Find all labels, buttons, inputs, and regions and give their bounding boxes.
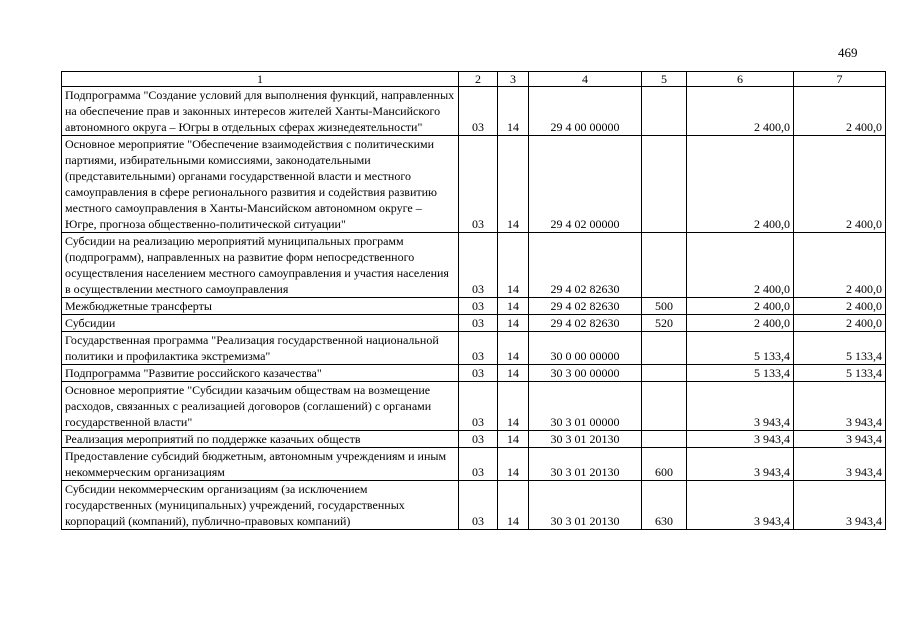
row-sum-col6-cell: 3 943,4 (687, 431, 794, 448)
row-target-code-cell: 29 4 02 82630 (529, 315, 642, 332)
row-section-cell: 03 (459, 448, 498, 481)
row-section-cell: 03 (459, 382, 498, 431)
header-cell-6: 6 (687, 72, 794, 87)
row-subsection-cell: 14 (498, 332, 529, 365)
row-sum-col7-cell: 2 400,0 (794, 233, 886, 298)
row-subsection-cell: 14 (498, 382, 529, 431)
row-sum-col6-cell: 2 400,0 (687, 136, 794, 233)
row-expense-type-cell: 630 (642, 481, 687, 530)
row-sum-col7-cell: 2 400,0 (794, 87, 886, 136)
row-expense-type-cell (642, 332, 687, 365)
row-name-cell: Предоставление субсидий бюджетным, автономным учреждениям и иным некоммерческим организациям (62, 448, 459, 481)
row-sum-col6-cell: 3 943,4 (687, 448, 794, 481)
row-section-cell: 03 (459, 136, 498, 233)
row-name-cell: Межбюджетные трансферты (62, 298, 459, 315)
page-number: 469 (838, 45, 858, 60)
row-subsection-cell: 14 (498, 365, 529, 382)
header-cell-7: 7 (794, 72, 886, 87)
row-target-code-cell: 30 3 00 00000 (529, 365, 642, 382)
row-name-cell: Субсидии некоммерческим организациям (за исключением государственных (муниципальных) учреждений, государственных корпораций (компаний), публично-правовых компаний) (62, 481, 459, 530)
row-target-code-cell: 29 4 02 00000 (529, 136, 642, 233)
row-expense-type-cell: 500 (642, 298, 687, 315)
row-expense-type-cell (642, 382, 687, 431)
header-cell-1: 1 (62, 72, 459, 87)
table-row (62, 315, 886, 332)
table-row (62, 481, 886, 530)
row-sum-col6-cell: 2 400,0 (687, 233, 794, 298)
table-row (62, 365, 886, 382)
row-name-cell: Государственная программа "Реализация государственной национальной политики и профилактика экстремизма" (62, 332, 459, 365)
row-subsection-cell: 14 (498, 136, 529, 233)
row-subsection-cell: 14 (498, 431, 529, 448)
table-row (62, 233, 886, 298)
row-sum-col7-cell: 3 943,4 (794, 382, 886, 431)
row-sum-col6-cell: 2 400,0 (687, 87, 794, 136)
row-name-cell: Субсидии (62, 315, 459, 332)
row-name-cell: Подпрограмма "Развитие российского казачества" (62, 365, 459, 382)
row-name-cell: Реализация мероприятий по поддержке казачьих обществ (62, 431, 459, 448)
row-name-cell: Основное мероприятие "Обеспечение взаимодействия с политическими партиями, избирательными комиссиями, законодательными (представительными) органами государственной власти и местного самоуправления в сфере регионального развития и содействия развитию местного самоуправления в Ханты-Мансийском автономном округе – Югре, прогноза общественно-политической ситуации" (62, 136, 459, 233)
row-section-cell: 03 (459, 481, 498, 530)
row-expense-type-cell (642, 87, 687, 136)
row-section-cell: 03 (459, 332, 498, 365)
row-section-cell: 03 (459, 87, 498, 136)
row-expense-type-cell (642, 136, 687, 233)
row-sum-col7-cell: 3 943,4 (794, 431, 886, 448)
row-sum-col7-cell: 3 943,4 (794, 448, 886, 481)
row-target-code-cell: 30 3 01 20130 (529, 481, 642, 530)
row-section-cell: 03 (459, 233, 498, 298)
row-target-code-cell: 30 3 01 20130 (529, 448, 642, 481)
row-sum-col7-cell: 2 400,0 (794, 136, 886, 233)
row-expense-type-cell: 600 (642, 448, 687, 481)
header-cell-3: 3 (498, 72, 529, 87)
header-cell-2: 2 (459, 72, 498, 87)
row-subsection-cell: 14 (498, 87, 529, 136)
table-row (62, 136, 886, 233)
row-subsection-cell: 14 (498, 481, 529, 530)
row-expense-type-cell: 520 (642, 315, 687, 332)
row-subsection-cell: 14 (498, 233, 529, 298)
row-name-cell: Подпрограмма "Создание условий для выполнения функций, направленных на обеспечение прав и законных интересов жителей Ханты-Мансийского автономного округа – Югры в отдельных сферах жизнедеятельности" (62, 87, 459, 136)
table-row (62, 87, 886, 136)
table-row (62, 298, 886, 315)
row-sum-col7-cell: 2 400,0 (794, 315, 886, 332)
header-cell-5: 5 (642, 72, 687, 87)
row-subsection-cell: 14 (498, 315, 529, 332)
table-row (62, 332, 886, 365)
row-target-code-cell: 30 0 00 00000 (529, 332, 642, 365)
row-sum-col6-cell: 3 943,4 (687, 481, 794, 530)
row-target-code-cell: 29 4 02 82630 (529, 298, 642, 315)
row-expense-type-cell (642, 365, 687, 382)
row-sum-col6-cell: 5 133,4 (687, 365, 794, 382)
row-sum-col6-cell: 5 133,4 (687, 332, 794, 365)
row-target-code-cell: 30 3 01 00000 (529, 382, 642, 431)
row-expense-type-cell (642, 431, 687, 448)
row-target-code-cell: 29 4 02 82630 (529, 233, 642, 298)
row-sum-col7-cell: 5 133,4 (794, 332, 886, 365)
table-row (62, 382, 886, 431)
row-subsection-cell: 14 (498, 448, 529, 481)
row-sum-col7-cell: 5 133,4 (794, 365, 886, 382)
row-expense-type-cell (642, 233, 687, 298)
row-sum-col7-cell: 2 400,0 (794, 298, 886, 315)
budget-table (61, 71, 886, 530)
row-section-cell: 03 (459, 315, 498, 332)
table-row (62, 431, 886, 448)
header-cell-4: 4 (529, 72, 642, 87)
row-section-cell: 03 (459, 298, 498, 315)
row-target-code-cell: 29 4 00 00000 (529, 87, 642, 136)
row-section-cell: 03 (459, 431, 498, 448)
row-name-cell: Основное мероприятие "Субсидии казачьим обществам на возмещение расходов, связанных с реализацией договоров (соглашений) с органами государственной власти" (62, 382, 459, 431)
table-row (62, 448, 886, 481)
row-subsection-cell: 14 (498, 298, 529, 315)
header-row (62, 72, 886, 87)
row-target-code-cell: 30 3 01 20130 (529, 431, 642, 448)
row-section-cell: 03 (459, 365, 498, 382)
row-sum-col6-cell: 3 943,4 (687, 382, 794, 431)
row-sum-col6-cell: 2 400,0 (687, 315, 794, 332)
row-name-cell: Субсидии на реализацию мероприятий муниципальных программ (подпрограмм), направленных на развитие форм непосредственного осуществления населением местного самоуправления и участия населения в осуществлении местного самоуправления (62, 233, 459, 298)
row-sum-col6-cell: 2 400,0 (687, 298, 794, 315)
row-sum-col7-cell: 3 943,4 (794, 481, 886, 530)
